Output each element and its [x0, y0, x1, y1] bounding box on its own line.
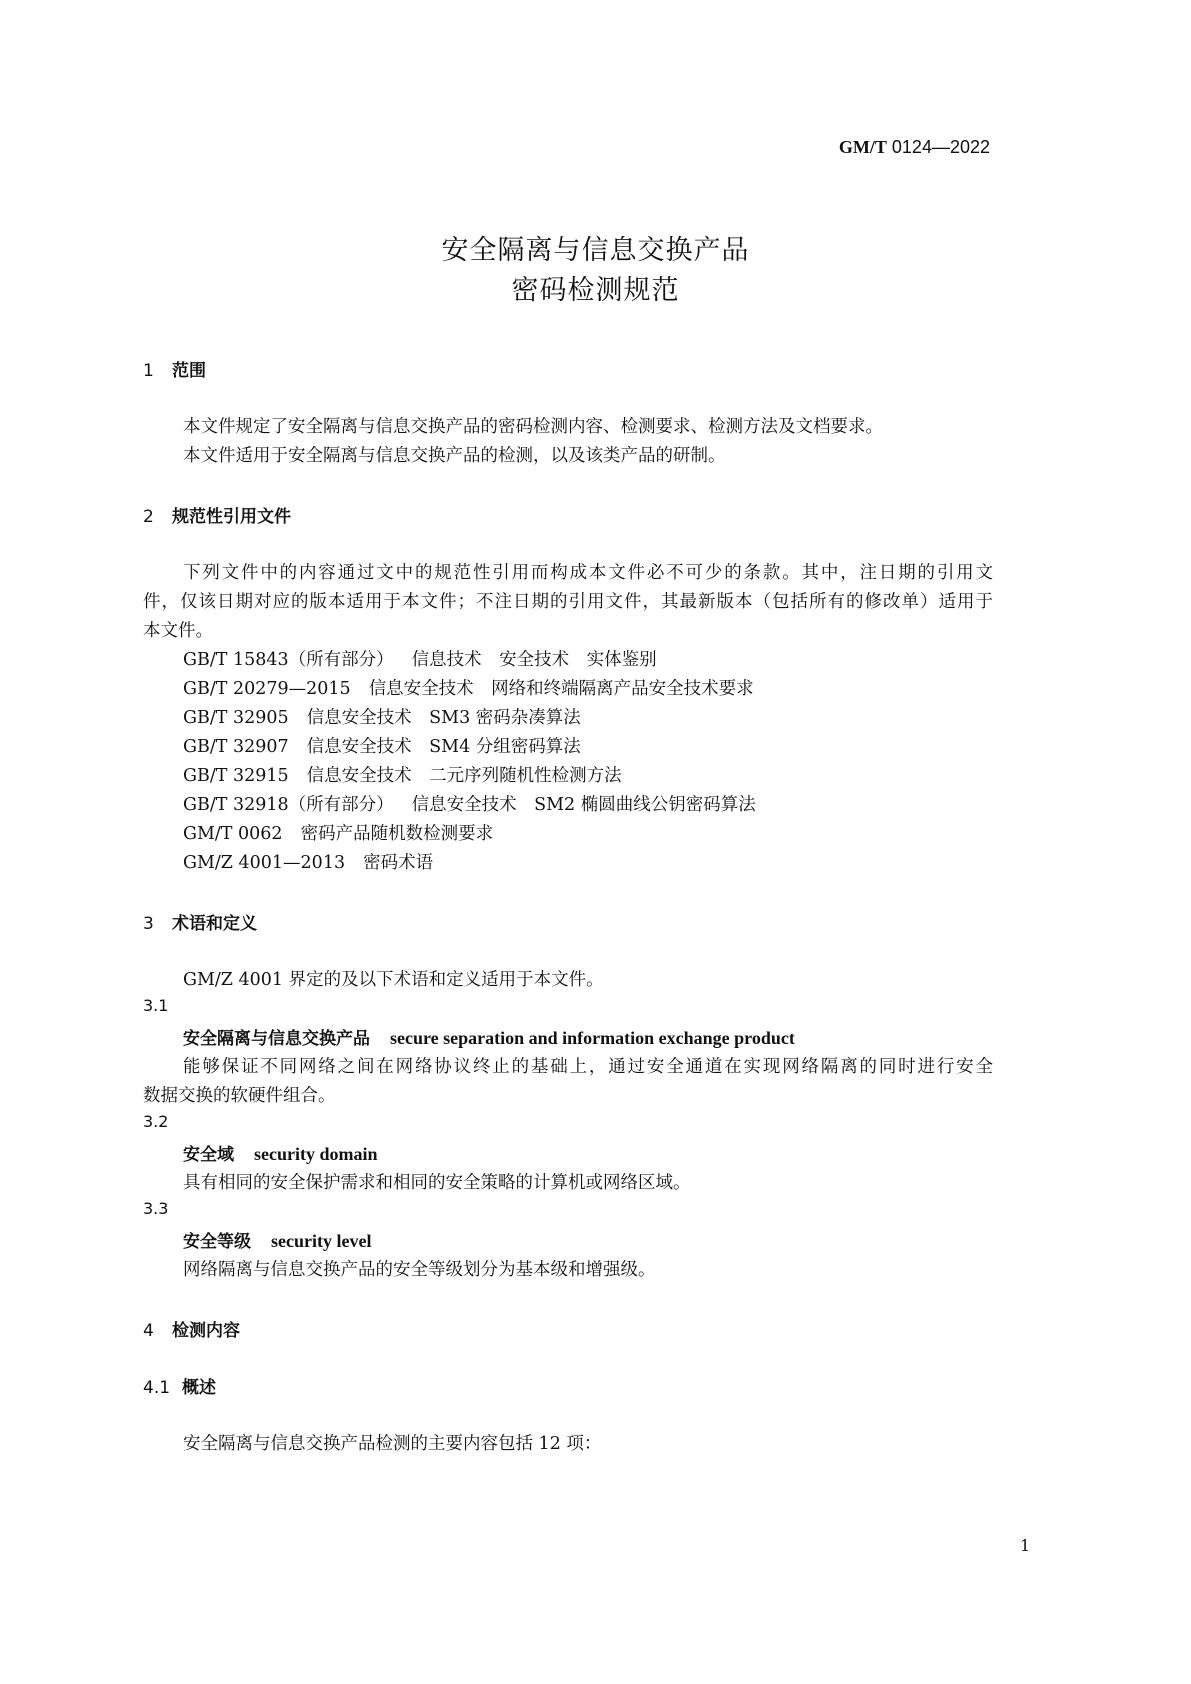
- term-en: security level: [271, 1231, 372, 1251]
- term-en: secure separation and information exchange product: [390, 1028, 795, 1048]
- subsection-title: 概述: [182, 1378, 216, 1398]
- paragraph-line: 件，仅该日期对应的版本适用于本文件；不注日期的引用文件，其最新版本（包括所有的修改单）适用于: [143, 592, 993, 612]
- reference-code: GB/T 32918（所有部分）: [183, 795, 394, 815]
- subsection-4-1-heading: [143, 1373, 216, 1398]
- reference-item: [183, 733, 581, 758]
- standard-prefix: GM/T: [838, 137, 887, 157]
- term-entry: [183, 1227, 371, 1252]
- term-zh: 安全隔离与信息交换产品: [183, 1029, 370, 1049]
- reference-item: [183, 849, 433, 874]
- reference-item: [183, 791, 756, 816]
- definition-line: 具有相同的安全保护需求和相同的安全策略的计算机或网络区域。: [183, 1173, 691, 1193]
- reference-title: 信息安全技术 SM3 密码杂凑算法: [306, 708, 581, 728]
- definition-line: 数据交换的软硬件组合。: [143, 1086, 336, 1106]
- document-title-line-2: 密码检测规范: [511, 275, 680, 306]
- section-4-heading: [143, 1316, 240, 1341]
- reference-title: 密码产品随机数检测要求: [300, 824, 494, 844]
- term-zh: 安全等级: [183, 1232, 251, 1252]
- section-number: 3: [143, 914, 154, 934]
- section-title: 检测内容: [172, 1321, 240, 1341]
- clause-number: 3.1: [143, 996, 169, 1015]
- reference-item: [183, 762, 622, 787]
- standard-number: 0124—2022: [891, 137, 990, 157]
- reference-title: 信息安全技术 SM4 分组密码算法: [306, 737, 581, 757]
- term-entry: [183, 1140, 378, 1165]
- reference-code: GM/T 0062: [183, 824, 283, 844]
- reference-code: GB/T 20279—2015: [183, 679, 351, 699]
- term-entry: [183, 1024, 795, 1049]
- section-title: 规范性引用文件: [172, 507, 291, 527]
- section-number: 2: [143, 507, 154, 527]
- reference-code: GB/T 32915: [183, 766, 289, 786]
- reference-code: GB/T 32907: [183, 737, 289, 757]
- page-number: 1: [1020, 1536, 1031, 1555]
- section-3-heading: [143, 909, 257, 934]
- section-number: 4: [143, 1321, 154, 1341]
- section-2-heading: [143, 502, 291, 527]
- definition-line: 能够保证不同网络之间在网络协议终止的基础上，通过安全通道在实现网络隔离的同时进行安全: [183, 1057, 993, 1077]
- document-title-line-1: 安全隔离与信息交换产品: [441, 235, 750, 266]
- subsection-number: 4.1: [143, 1378, 171, 1398]
- paragraph: 安全隔离与信息交换产品检测的主要内容包括 12 项：: [183, 1434, 602, 1454]
- definition-line: 网络隔离与信息交换产品的安全等级划分为基本级和增强级。: [183, 1260, 656, 1280]
- paragraph: 本文件规定了安全隔离与信息交换产品的密码检测内容、检测要求、检测方法及文档要求。: [183, 417, 883, 437]
- reference-title: 信息安全技术 网络和终端隔离产品安全技术要求: [368, 679, 754, 699]
- paragraph: GM/Z 4001 界定的及以下术语和定义适用于本文件。: [183, 970, 604, 990]
- reference-item: [183, 820, 493, 845]
- section-1-heading: [143, 356, 206, 381]
- section-number: 1: [143, 361, 154, 381]
- reference-code: GB/T 15843（所有部分）: [183, 650, 394, 670]
- reference-item: [183, 675, 754, 700]
- reference-item: [183, 704, 581, 729]
- paragraph-line: 本文件。: [143, 621, 213, 641]
- section-title: 范围: [172, 361, 206, 381]
- clause-number: 3.3: [143, 1199, 169, 1218]
- reference-code: GM/Z 4001—2013: [183, 853, 346, 873]
- reference-item: [183, 646, 657, 671]
- reference-code: GB/T 32905: [183, 708, 289, 728]
- standard-code: [839, 137, 990, 158]
- term-en: security domain: [254, 1144, 378, 1164]
- paragraph: 本文件适用于安全隔离与信息交换产品的检测，以及该类产品的研制。: [183, 446, 726, 466]
- reference-title: 密码术语: [363, 853, 434, 873]
- paragraph-line: 下列文件中的内容通过文中的规范性引用而构成本文件必不可少的条款。其中，注日期的引用文: [183, 563, 993, 583]
- reference-title: 信息技术 安全技术 实体鉴别: [411, 650, 657, 670]
- reference-title: 信息安全技术 SM2 椭圆曲线公钥密码算法: [411, 795, 756, 815]
- reference-title: 信息安全技术 二元序列随机性检测方法: [306, 766, 622, 786]
- term-zh: 安全域: [183, 1145, 234, 1165]
- clause-number: 3.2: [143, 1112, 169, 1131]
- section-title: 术语和定义: [172, 914, 257, 934]
